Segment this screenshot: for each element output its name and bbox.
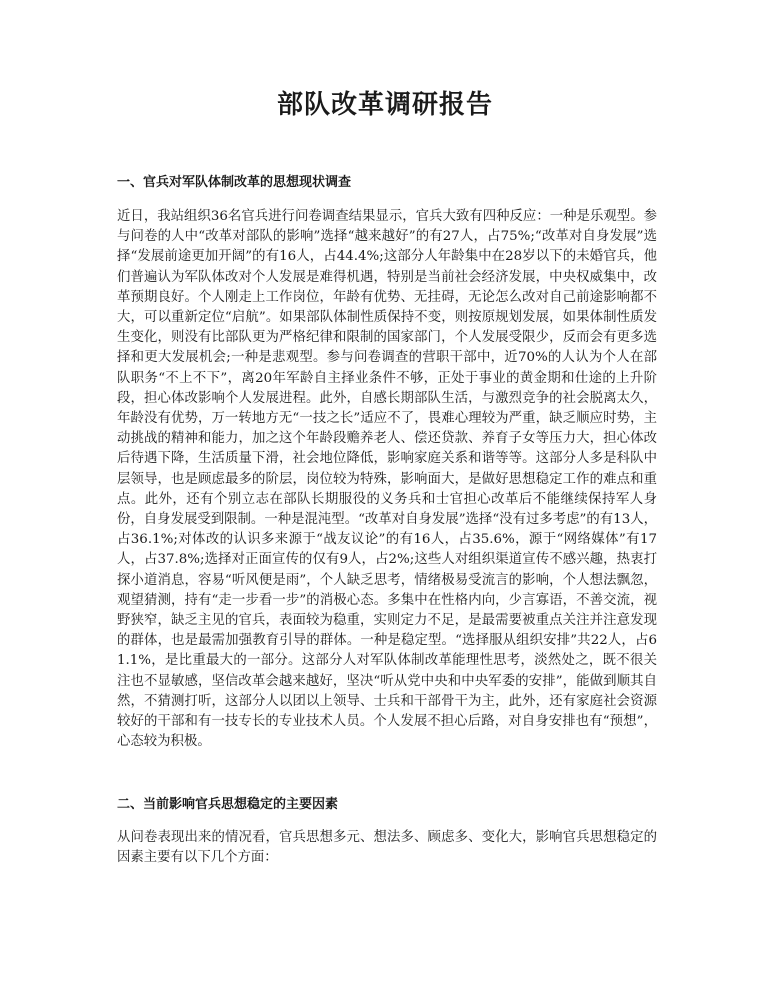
section-2-paragraph: 从问卷表现出来的情况看，官兵思想多元、想法多、顾虑多、变化大，影响官兵思想稳定的因素主要有以下几个方面： <box>117 830 657 866</box>
document-title: 部队改革调研报告 <box>276 90 493 120</box>
section-1-paragraph: 近日，我站组织36名官兵进行问卷调查结果显示，官兵大致有四种反应：一种是乐观型。参与问卷的人中“改革对部队的影响”选择“越来越好”的有27人，占75%;“改革对自身发展”选择“发展前途更加开阔”的有16人，占44.4%;这部分人年龄集中在28岁以下的未婚官兵，他们普遍认为军队体改对个人发展是难得机遇，特别是当前社会经济发展，中央权威集中，改革预期良好。个人刚走上工作岗位，年龄有优势、无挂碍，无论怎么改对自己前途影响都不大，可以重新定位“启航”。如果部队体制性质保持不变，则按原规划发展，如果体制性质发生变化，则没有比部队更为严格纪律和限制的国家部门，个人发展受限少，反而会有更多选择和更大发展机会;一种是悲观型。参与问卷调查的营职干部中，近70%的人认为个人在部队职务“不上不下”，离20年军龄自主择业条件不够，正处于事业的黄金期和仕途的上升阶段，担心体改影响个人发展进程。此外，自感长期部队生活，与激烈竞争的社会脱离太久，年龄没有优势，万一转地方无“一技之长”适应不了，畏难心理较为严重，缺乏顺应时势，主动挑战的精神和能力，加之这个年龄段赡养老人、偿还贷款、养育子女等压力大，担心体改后待遇下降，生活质量下滑，社会地位降低，影响家庭关系和谐等等。这部分人多是科队中层领导，也是顾虑最多的阶层，岗位较为特殊，影响面大，是做好思想稳定工作的难点和重点。此外，还有个别立志在部队长期服役的义务兵和士官担心改革后不能继续保持军人身份，自身发展受到限制。一种是混沌型。“改革对自身发展”选择“没有过多考虑”的有13人，占36.1%;对体改的认识多来源于“战友议论”的有16人，占35.6%，源于“网络媒体”有17人，占37.8%;选择对正面宣传的仅有9人，占2%;这些人对组织渠道宣传不感兴趣，热衷打探小道消息，容易“听风便是雨”，个人缺乏思考，情绪极易受流言的影响，个人想法飘忽，观望猜测，持有“走一步看一步”的消极心态。多集中在性格内向，少言寡语，不善交流，视野狭窄，缺乏主见的官兵，表面较为稳重，实则定力不足，是最需要被重点关注并注意发现的群体，也是最需加强教育引导的群体。一种是稳定型。“选择服从组织安排”共22人，占61.1%，是比重最大的一部分。这部分人对军队体制改革能理性思考，淡然处之，既不很关注也不显敏感，坚信改革会越来越好，坚决“听从党中央和中央军委的安排”，能做到顺其自然，不猜测打听，这部分人以团以上领导、士兵和干部骨干为主，此外，还有家庭社会资源较好的干部和有一技专长的专业技术人员。个人发展不担心后路，对自身安排也有“预想”，心态较为积极。 <box>117 209 657 750</box>
section-heading-1: 一、官兵对军队体制改革的思想现状调查 <box>117 175 352 190</box>
section-heading-2: 二、当前影响官兵思想稳定的主要因素 <box>117 797 339 812</box>
